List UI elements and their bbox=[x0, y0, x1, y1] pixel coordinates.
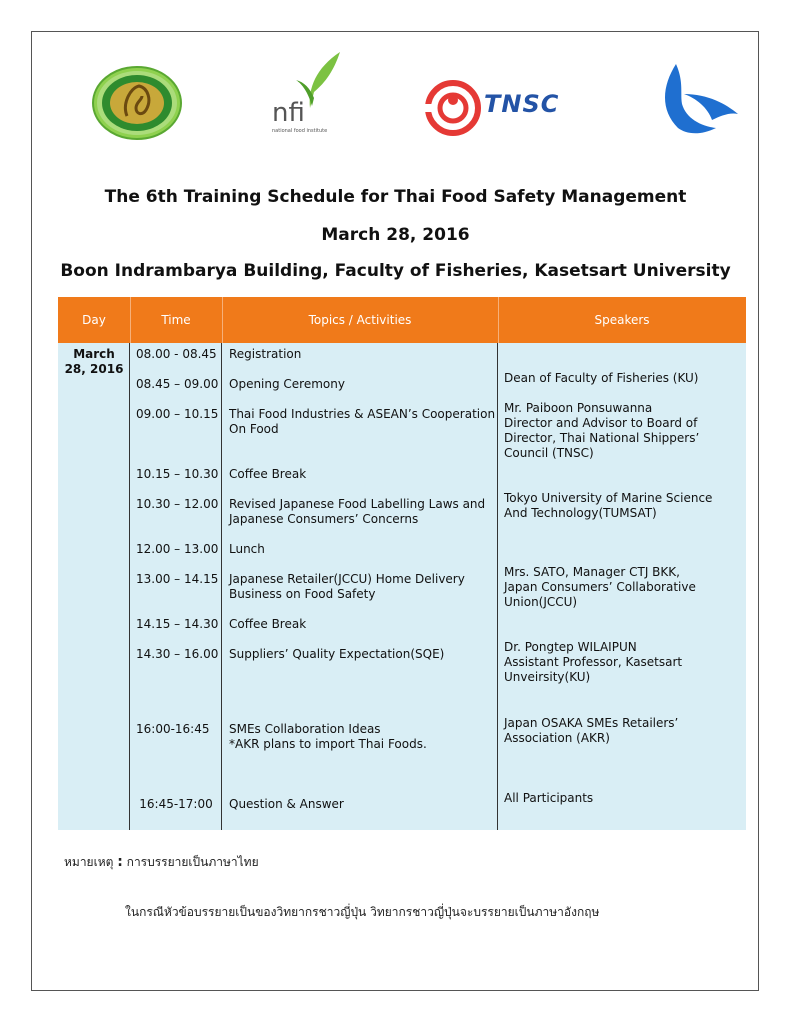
speaker-line: Association (AKR) bbox=[504, 731, 610, 745]
note-label: หมายเหตุ bbox=[64, 855, 114, 869]
row-speaker bbox=[504, 716, 740, 746]
col-time: Time bbox=[161, 313, 191, 327]
row-topic bbox=[229, 407, 499, 437]
speaker-line: And Technology(TUMSAT) bbox=[504, 506, 657, 520]
speaker-line: Director, Thai National Shippers’ bbox=[504, 431, 700, 445]
nfi-logo bbox=[268, 48, 348, 134]
row-topic bbox=[229, 572, 499, 602]
row-topic: Opening Ceremony bbox=[229, 377, 345, 391]
row-topic: Lunch bbox=[229, 542, 265, 556]
row-time: 10.30 – 12.00 bbox=[136, 497, 219, 511]
note-colon: : bbox=[117, 854, 123, 870]
col-day: Day bbox=[82, 313, 106, 327]
row-speaker bbox=[504, 491, 740, 521]
speaker-line: Dr. Pongtep WILAIPUN bbox=[504, 640, 637, 654]
row-time: 12.00 – 13.00 bbox=[136, 542, 219, 556]
speaker-line: Japan OSAKA SMEs Retailers’ bbox=[504, 716, 679, 730]
speaker-line: Unveirsity(KU) bbox=[504, 670, 591, 684]
nfi-text: nfi bbox=[272, 98, 305, 128]
row-topic: Registration bbox=[229, 347, 302, 361]
row-time: 13.00 – 14.15 bbox=[136, 572, 219, 586]
speaker-line: Tokyo University of Marine Science bbox=[504, 491, 713, 505]
speaker-line: Japan Consumers’ Collaborative bbox=[504, 580, 696, 594]
row-speaker: Dean of Faculty of Fisheries (KU) bbox=[504, 371, 699, 385]
wave-emblem-logo bbox=[656, 64, 740, 136]
topic-line: Japanese Consumers’ Concerns bbox=[229, 512, 419, 526]
row-topic bbox=[229, 722, 499, 752]
row-time: 08.45 – 09.00 bbox=[136, 377, 219, 391]
note-line-2: ในกรณีหัวข้อบรรยายเป็นของวิทยากรชาวญี่ปุ่น วิทยากรชาวญี่ปุ่นจะบรรยายเป็นภาษาอังกฤษ bbox=[125, 905, 600, 919]
topic-line: Business on Food Safety bbox=[229, 587, 376, 601]
row-time: 14.15 – 14.30 bbox=[136, 617, 219, 631]
day-cell bbox=[58, 347, 130, 377]
topic-line: Revised Japanese Food Labelling Laws and bbox=[229, 497, 486, 511]
speaker-line: Mr. Paiboon Ponsuwanna bbox=[504, 401, 653, 415]
row-topic: Coffee Break bbox=[229, 617, 307, 631]
schedule-table bbox=[58, 297, 746, 830]
day-date: 28, 2016 bbox=[64, 362, 124, 376]
row-topic: Suppliers’ Quality Expectation(SQE) bbox=[229, 647, 445, 661]
topic-line: *AKR plans to import Thai Foods. bbox=[229, 737, 427, 751]
row-time: 16:45-17:00 bbox=[139, 797, 213, 811]
col-speakers: Speakers bbox=[594, 313, 650, 327]
row-topic: Coffee Break bbox=[229, 467, 307, 481]
topic-line: SMEs Collaboration Ideas bbox=[229, 722, 381, 736]
kasetsart-seal-logo bbox=[92, 66, 182, 140]
speaker-line: Council (TNSC) bbox=[504, 446, 594, 460]
tnsc-logo bbox=[424, 80, 594, 136]
row-topic bbox=[229, 497, 499, 527]
topic-line: Thai Food Industries & ASEAN’s Cooperation bbox=[229, 407, 496, 421]
row-time: 08.00 - 08.45 bbox=[136, 347, 217, 361]
speaker-line: Director and Advisor to Board of bbox=[504, 416, 698, 430]
row-topic: Question & Answer bbox=[229, 797, 344, 811]
row-time: 14.30 – 16.00 bbox=[136, 647, 219, 661]
speaker-line: Mrs. SATO, Manager CTJ BKK, bbox=[504, 565, 680, 579]
schedule-venue: Boon Indrambarya Building, Faculty of Fisheries, Kasetsart University bbox=[60, 261, 731, 281]
note-line-1 bbox=[64, 853, 259, 872]
row-speaker bbox=[504, 565, 740, 610]
schedule-title: The 6th Training Schedule for Thai Food Safety Management bbox=[104, 187, 687, 207]
schedule-date: March 28, 2016 bbox=[321, 225, 470, 245]
speaker-line: Union(JCCU) bbox=[504, 595, 578, 609]
row-speaker bbox=[504, 640, 740, 685]
topic-line: On Food bbox=[229, 422, 279, 436]
topic-line: Japanese Retailer(JCCU) Home Delivery bbox=[229, 572, 465, 586]
day-month: March bbox=[73, 347, 115, 361]
nfi-subtitle: national food institute bbox=[272, 128, 328, 134]
tnsc-text: TNSC bbox=[484, 90, 560, 118]
row-time: 16:00-16:45 bbox=[136, 722, 210, 736]
row-time: 09.00 – 10.15 bbox=[136, 407, 219, 421]
table-header bbox=[58, 297, 746, 343]
row-time: 10.15 – 10.30 bbox=[136, 467, 219, 481]
row-speaker: All Participants bbox=[504, 791, 594, 805]
note-text-1: การบรรยายเป็นภาษาไทย bbox=[126, 855, 259, 869]
col-topics: Topics / Activities bbox=[308, 313, 412, 327]
tnsc-ring-icon bbox=[424, 80, 482, 136]
speaker-line: Assistant Professor, Kasetsart bbox=[504, 655, 683, 669]
column-divider bbox=[129, 343, 130, 830]
row-speaker bbox=[504, 401, 740, 461]
